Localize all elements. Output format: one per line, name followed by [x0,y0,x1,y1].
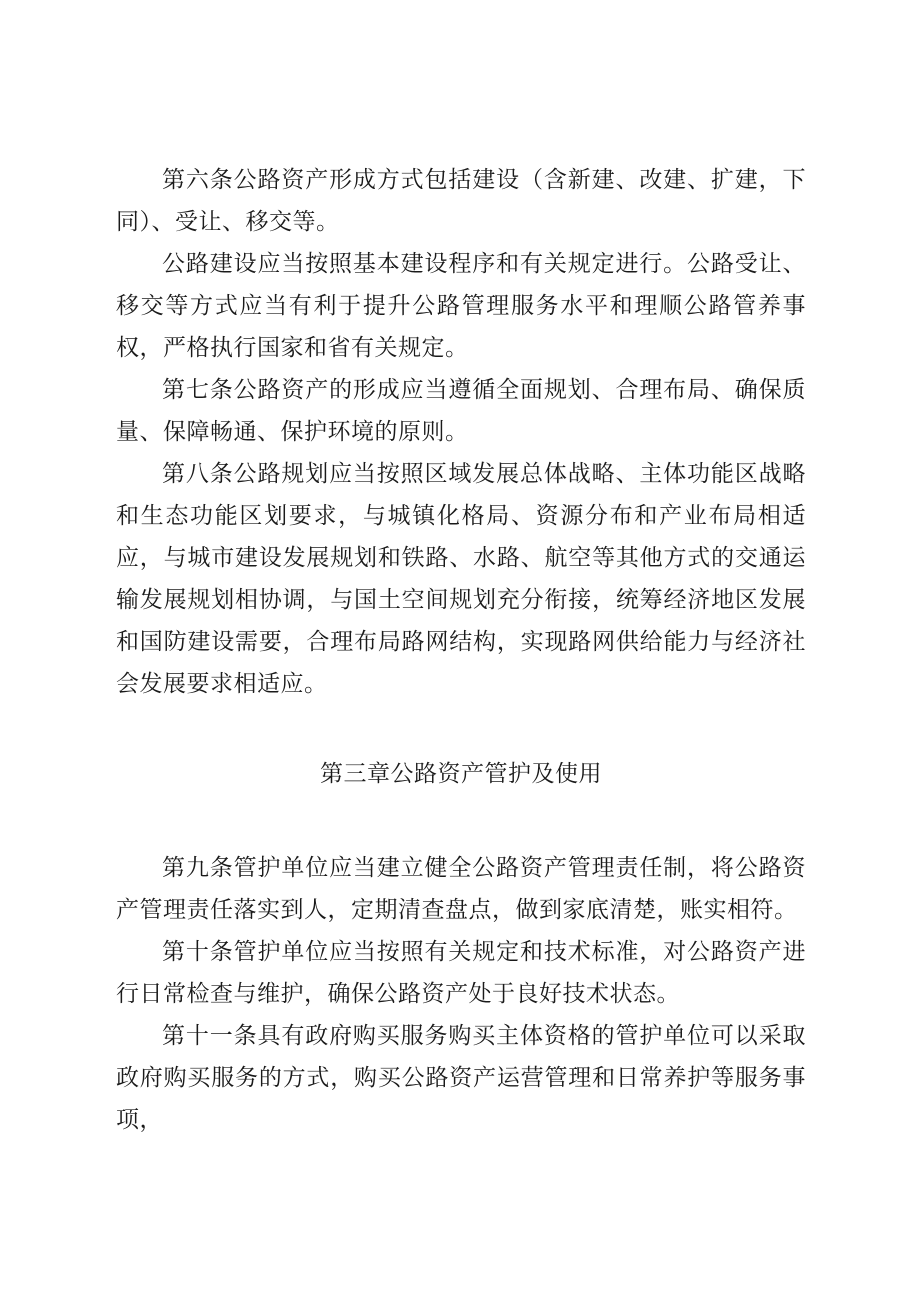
article-number: 第六条 [162,167,234,193]
article-number: 第十一条 [162,1023,258,1049]
paragraph-article-9 [116,847,806,931]
paragraph-article-10 [116,931,806,1015]
article-number: 第八条 [162,461,234,487]
document-body [116,159,806,1141]
article-text: 具有政府购买服务购买主体资格的管护单位可以采取政府购买服务的方式，购买公路资产运营管理和日常养护等服务事项， [116,1023,807,1133]
article-text: 公路资产形成方式包括建设（含新建、改建、扩建，下同）、受让、移交等。 [116,167,807,235]
article-number: 第七条 [162,377,234,403]
chapter-title: 第三章公路资产管护及使用 [320,761,602,787]
paragraph-article-6-clause-2 [116,243,806,369]
article-text: 公路规划应当按照区域发展总体战略、主体功能区战略和生态功能区划要求，与城镇化格局、资源分布和产业布局相适应，与城市建设发展规划和铁路、水路、航空等其他方式的交通运输发展规划相协调，与国土空间规划充分衔接，统筹经济地区发展和国防建设需要，合理布局路网结构，实现路网供给能力与经济社会发展要求相适应。 [116,461,807,697]
article-text: 公路资产的形成应当遵循全面规划、合理布局、确保质量、保障畅通、保护环境的原则。 [116,377,807,445]
paragraph-article-8 [116,453,806,705]
paragraph-article-6 [116,159,806,243]
article-text: 管护单位应当建立健全公路资产管理责任制，将公路资产管理责任落实到人，定期清查盘点，做到家底清楚，账实相符。 [116,855,807,923]
paragraph-article-7 [116,369,806,453]
article-text: 公路建设应当按照基本建设程序和有关规定进行。公路受让、移交等方式应当有利于提升公路管理服务水平和理顺公路管养事权，严格执行国家和省有关规定。 [116,251,806,361]
article-text: 管护单位应当按照有关规定和技术标准，对公路资产进行日常检查与维护，确保公路资产处于良好技术状态。 [116,939,807,1007]
paragraph-article-11 [116,1015,806,1141]
article-number: 第十条 [162,939,234,965]
article-number: 第九条 [162,855,234,881]
